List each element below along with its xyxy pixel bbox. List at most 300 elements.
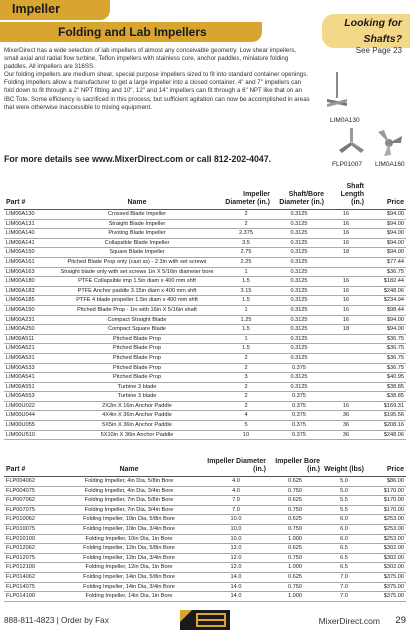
col-impeller-diameter: Impeller Diameter (in.) [204,458,268,477]
cell-length: 18 [326,325,366,335]
col-shaft-bore: Shaft/Bore Diameter (in.) [272,183,326,210]
table-row [4,572,406,582]
cell-part: LIM00A183 [4,286,54,296]
table-row [4,524,406,534]
cell-name: 4X4in X 36in Anchor Paddle [54,411,220,421]
cell-name: Pivoting Blade Impeller [54,229,220,239]
pitched-prop-image [372,126,406,160]
cell-part: LIM00A180 [4,277,54,287]
cell-diameter: 12.0 [204,553,268,563]
cell-name: PTFE Collapsible imp 1.5in diam x 400 mm shft [54,277,220,287]
table-row [4,296,406,306]
cell-name: Square Blade Impeller [54,248,220,258]
cell-price: $77.44 [366,257,406,267]
table-row [4,219,406,229]
cell-bore: 0.3125 [272,219,326,229]
cell-length [326,373,366,383]
table-row [4,553,406,563]
cell-diameter: 7.0 [204,496,268,506]
cell-bore: 1.000 [268,534,322,544]
cell-name: Folding Impeller, 14in Dia, 3/4in Bore [54,582,204,592]
folding-impeller-image [335,128,367,158]
cell-part: LIM00U510 [4,430,54,440]
cell-part: LIM00A185 [4,296,54,306]
cell-length: 5.5 [322,496,366,506]
cell-price: $94.00 [366,219,406,229]
cell-name: Folding Impeller, 7in Dia, 3/4in Bore [54,505,204,515]
cell-price: $375.00 [366,592,406,602]
intro-paragraph-2: Our folding impellers are medium shear, special purpose impellers sized to fit into standard container openings. Folding impellers allow a manufacturer to get a large impeller into a closed container. 4" and 7" impellers can fold down to fit through a 2" NPT fitting and 10", 12" and 14" impellers can fit through a 6" NPT like that on an IBC Tote. Some efficiency is sacrificed in this process, but sufficient agitation can now be accomplished in areas that were otherwise inaccessible to mixing equipment. [4,71,310,111]
intro-text [4,47,312,112]
cell-name: Pitched Blade Prop - 1in with 16in X 5/16in shaft [54,305,220,315]
cell-price: $36.75 [366,334,406,344]
cell-length: 6.0 [322,534,366,544]
table-row [4,515,406,525]
cell-name: Folding Impeller, 10in Dia, 3/4in Bore [54,524,204,534]
cell-name: Turbine 3 blade [54,392,220,402]
cell-bore: 0.3125 [272,257,326,267]
cell-diameter: 2 [220,219,272,229]
cell-diameter: 4 [220,411,272,421]
folding-impeller-table-body [4,477,406,602]
cell-length: 5.0 [322,486,366,496]
table-row [4,486,406,496]
cell-length: 6.0 [322,515,366,525]
cell-name: Folding Impeller, 14in Dia, 1in Bore [54,592,204,602]
cell-bore: 0.3125 [272,229,326,239]
cell-part: FLP012100 [4,563,54,573]
cell-name: 2X2in X 16in Anchor Paddle [54,401,220,411]
cell-price: $302.00 [366,563,406,573]
cell-part: FLP010062 [4,515,54,525]
cell-diameter: 14.0 [204,572,268,582]
figure-label-flp01007: FLP01007 [332,161,362,168]
cell-length: 16 [326,238,366,248]
cell-price: $169.31 [366,401,406,411]
cell-price: $36.75 [366,344,406,354]
cell-bore: 0.750 [268,582,322,592]
cell-diameter: 2 [220,363,272,373]
cell-length [326,363,366,373]
cell-bore: 1.000 [268,563,322,573]
cell-length [326,382,366,392]
cell-price: $94.00 [366,248,406,258]
cell-part: LIM00U055 [4,421,54,431]
cell-name: Folding Impeller, 10in Dia, 1in Bore [54,534,204,544]
cell-length: 36 [326,421,366,431]
cell-price: $170.00 [366,486,406,496]
section-tab-impeller [0,0,110,20]
cell-part: FLP010100 [4,534,54,544]
intro-paragraph-1: MixerDirect has a wide selection of lab impellers of almost any conceivable geometry. Low shear impellers, small axial and radial flow turbine, Teflon impellers with stainless core, anchor paddles, miniature folding paddles. All impellers are 316SS. [4,47,297,71]
mixer-direct-logo [176,608,234,632]
figure-label-lim0a130: LIM0A130 [330,117,360,124]
cell-bore: 0.375 [272,430,326,440]
cell-diameter: 1.25 [220,315,272,325]
cell-bore: 0.3125 [272,296,326,306]
cell-part: FLP007062 [4,496,54,506]
cell-part: LIM00A551 [4,382,54,392]
table-row [4,344,406,354]
cell-diameter: 1.5 [220,344,272,354]
cell-part: LIM00A161 [4,257,54,267]
see-page-ref: See Page 23 [355,46,402,55]
section-tab-folding-lab [0,22,262,42]
cell-price: $86.00 [366,477,406,487]
cell-name: PTFE 4 blade propeller 1.5in diam x 400 mm shft [54,296,220,306]
cell-price: $170.00 [366,496,406,506]
cell-name: Pitched Blade Prop only (cast ss) - 2.3in with set screws [54,257,220,267]
cell-diameter: 2 [220,401,272,411]
col-part: Part # [4,458,54,477]
cell-diameter: 10 [220,430,272,440]
folding-impeller-table [4,458,406,602]
cell-name: Compact Square Blade [54,325,220,335]
cell-part: LIM00A541 [4,373,54,383]
cell-diameter: 2 [220,382,272,392]
table-row [4,544,406,554]
cell-length [326,353,366,363]
cell-bore: 0.625 [268,515,322,525]
cell-part: LIM00A190 [4,305,54,315]
cell-part: LIM00A141 [4,238,54,248]
cell-price: $302.00 [366,544,406,554]
cell-diameter: 3.15 [220,286,272,296]
cell-length [326,267,366,277]
cell-length: 6.5 [322,563,366,573]
table-row [4,248,406,258]
cell-diameter: 7.0 [204,505,268,515]
cell-length: 16 [326,305,366,315]
table-row [4,305,406,315]
cell-price: $94.00 [366,229,406,239]
table-row [4,411,406,421]
cell-part: FLP012062 [4,544,54,554]
cell-diameter: 4.0 [204,486,268,496]
cell-name: Pitched Blade Prop [54,373,220,383]
cell-diameter: 4.0 [204,477,268,487]
cell-price: $36.75 [366,353,406,363]
table-row [4,210,406,220]
cell-part: FLP014100 [4,592,54,602]
cell-length [326,257,366,267]
cell-bore: 0.3125 [272,325,326,335]
col-price: Price [366,183,406,210]
cell-part: FLP014062 [4,572,54,582]
cell-length [326,334,366,344]
cell-name: Folding Impeller, 12in Dia, 3/4in Bore [54,553,204,563]
cell-name: Folding Impeller, 12in Dia, 5/8in Bore [54,544,204,554]
cell-part: FLP012075 [4,553,54,563]
cell-bore: 0.3125 [272,286,326,296]
cell-price: $36.75 [366,363,406,373]
cell-diameter: 10.0 [204,515,268,525]
table-row [4,315,406,325]
cell-bore: 0.375 [272,401,326,411]
cell-diameter: 3 [220,373,272,383]
cell-bore: 0.625 [268,572,322,582]
table-row [4,382,406,392]
cell-name: PTFE Anchor paddle 3.15in diam x 400 mm shft [54,286,220,296]
col-weight: Weight (lbs) [322,458,366,477]
cell-price: $170.00 [366,505,406,515]
table-row [4,430,406,440]
footer-website[interactable]: MixerDirect.com [318,616,380,626]
cell-name: Folding Impeller, 14in Dia, 5/8in Bore [54,572,204,582]
col-name: Name [54,183,220,210]
cell-bore: 0.375 [272,363,326,373]
table-row [4,286,406,296]
cell-diameter: 1.5 [220,296,272,306]
cell-length: 16 [326,315,366,325]
table-row [4,277,406,287]
cell-bore: 0.750 [268,553,322,563]
lab-impeller-table [4,183,406,440]
cell-diameter: 2 [220,210,272,220]
cell-diameter: 14.0 [204,592,268,602]
cell-part: LIM00A521 [4,344,54,354]
cell-length: 16 [326,229,366,239]
table-row [4,373,406,383]
cell-diameter: 1 [220,334,272,344]
cell-bore: 0.750 [268,524,322,534]
looking-for-shafts-callout [322,14,410,48]
cell-bore: 0.3125 [272,353,326,363]
cell-bore: 0.3125 [272,382,326,392]
cell-length: 16 [326,277,366,287]
cell-name: 5X5in X 36in Anchor Paddle [54,421,220,431]
cell-diameter: 2.25 [220,257,272,267]
cell-part: LIM00A533 [4,363,54,373]
cell-price: $253.00 [366,534,406,544]
table-row [4,477,406,487]
table-header-row [4,183,406,210]
cell-name: 5X10in X 36in Anchor Paddle [54,430,220,440]
cell-price: $94.00 [366,325,406,335]
table-row [4,392,406,402]
cell-diameter: 10.0 [204,524,268,534]
cell-bore: 0.625 [268,544,322,554]
cell-diameter: 2 [220,392,272,402]
cell-part: LIM00A553 [4,392,54,402]
cell-length: 18 [326,248,366,258]
cell-name: Straight blade only with set screws 1in X 5/16in diameter bore [54,267,220,277]
cell-length: 5.0 [322,477,366,487]
cell-length [326,392,366,402]
cell-bore: 0.750 [268,505,322,515]
cell-price: $94.00 [366,238,406,248]
cell-price: $253.00 [366,515,406,525]
cell-bore: 0.3125 [272,334,326,344]
col-impeller-diameter: Impeller Diameter (in.) [220,183,272,210]
table-row [4,582,406,592]
cell-length: 7.0 [322,582,366,592]
lab-impeller-table-body [4,210,406,440]
cell-part: LIM00A131 [4,219,54,229]
cell-price: $248.06 [366,430,406,440]
cell-part: FLP004062 [4,477,54,487]
cell-name: Crossed Blade Impeller [54,210,220,220]
table-row [4,257,406,267]
cell-part: FLP007075 [4,505,54,515]
cell-price: $40.95 [366,373,406,383]
cell-part: FLP014075 [4,582,54,592]
cell-name: Pitched Blade Prop [54,344,220,354]
cell-name: Folding Impeller, 4in Dia, 5/8in Bore [54,477,204,487]
cell-price: $38.85 [366,392,406,402]
details-contact-line: For more details see www.MixerDirect.com or call 812-202-4047. [4,154,272,164]
cell-bore: 0.625 [268,496,322,506]
col-price: Price [366,458,406,477]
cell-diameter: 2.75 [220,248,272,258]
cell-part: LIM00A531 [4,353,54,363]
cell-price: $94.00 [366,210,406,220]
table-row [4,505,406,515]
cell-length: 16 [326,401,366,411]
cell-bore: 0.3125 [272,305,326,315]
cell-bore: 0.3125 [272,238,326,248]
cell-name: Folding Impeller, 4in Dia, 3/4in Bore [54,486,204,496]
cell-length: 6.0 [322,524,366,534]
cell-part: LIM00A150 [4,248,54,258]
table-row [4,353,406,363]
cell-length: 16 [326,219,366,229]
col-part: Part # [4,183,54,210]
cell-length: 16 [326,296,366,306]
cell-bore: 0.625 [268,477,322,487]
cell-name: Pitched Blade Prop [54,363,220,373]
cell-length: 16 [326,210,366,220]
cell-diameter: 10.0 [204,534,268,544]
cell-part: LIM00A250 [4,325,54,335]
cell-diameter: 2 [220,353,272,363]
cell-price: $248.06 [366,286,406,296]
cell-length [326,344,366,354]
cell-part: LIM00U022 [4,401,54,411]
cell-length: 6.5 [322,553,366,563]
cell-diameter: 12.0 [204,563,268,573]
cell-part: FLP004075 [4,486,54,496]
cell-length: 7.0 [322,592,366,602]
page-footer [0,608,410,640]
table-row [4,534,406,544]
cell-bore: 0.3125 [272,210,326,220]
cell-bore: 0.750 [268,486,322,496]
cell-price: $302.00 [366,553,406,563]
cell-price: $253.00 [366,524,406,534]
table-row [4,563,406,573]
cell-price: $182.44 [366,277,406,287]
cell-bore: 0.375 [272,411,326,421]
crossed-blade-impeller-image [323,72,351,112]
cell-price: $208.16 [366,421,406,431]
cell-bore: 0.3125 [272,277,326,287]
footer-phone: 888-811-4823 | Order by Fax [4,616,109,625]
cell-price: $234.94 [366,296,406,306]
section-title: Folding and Lab Impellers [58,25,207,39]
figure-label-lim0a160: LIM0A160 [375,161,405,168]
cell-diameter: 14.0 [204,582,268,592]
cell-bore: 0.3125 [272,373,326,383]
col-name: Name [54,458,204,477]
callout-line2: Shafts? [363,33,402,45]
table-row [4,238,406,248]
cell-name: Compact Straight Blade [54,315,220,325]
cell-length: 7.0 [322,572,366,582]
cell-length: 36 [326,430,366,440]
cell-diameter: 3.5 [220,238,272,248]
cell-part: LIM00A140 [4,229,54,239]
cell-length: 16 [326,286,366,296]
cell-bore: 0.3125 [272,267,326,277]
cell-price: $36.75 [366,267,406,277]
cell-name: Folding Impeller, 7in Dia, 5/8in Bore [54,496,204,506]
cell-diameter: 5 [220,421,272,431]
table-row [4,229,406,239]
cell-price: $375.00 [366,572,406,582]
cell-price: $94.00 [366,315,406,325]
cell-price: $98.44 [366,305,406,315]
cell-part: LIM00A163 [4,267,54,277]
cell-name: Pitched Blade Prop [54,334,220,344]
table-row [4,325,406,335]
table-row [4,592,406,602]
cell-price: $38.85 [366,382,406,392]
table-row [4,496,406,506]
cell-name: Straight Blade Impeller [54,219,220,229]
cell-diameter: 1.5 [220,325,272,335]
cell-bore: 0.3125 [272,248,326,258]
cell-bore: 0.375 [272,392,326,402]
cell-part: LIM00A231 [4,315,54,325]
table-row [4,421,406,431]
cell-name: Turbine 3 blade [54,382,220,392]
cell-diameter: 1.5 [220,277,272,287]
cell-bore: 0.3125 [272,315,326,325]
cell-length: 5.5 [322,505,366,515]
col-shaft-length: Shaft Length (in.) [326,183,366,210]
cell-part: LIM00A130 [4,210,54,220]
cell-price: $195.56 [366,411,406,421]
callout-line1: Looking for [344,17,402,29]
cell-diameter: 12.0 [204,544,268,554]
cell-part: LIM00U044 [4,411,54,421]
cell-length: 36 [326,411,366,421]
cell-price: $375.00 [366,582,406,592]
table-row [4,363,406,373]
cell-part: LIM00A511 [4,334,54,344]
cell-diameter: 1 [220,267,272,277]
cell-name: Pitched Blade Prop [54,353,220,363]
table-row [4,267,406,277]
cell-bore: 0.3125 [272,344,326,354]
cell-length: 6.5 [322,544,366,554]
cell-bore: 0.375 [272,421,326,431]
table-header-row [4,458,406,477]
cell-diameter: 2.375 [220,229,272,239]
section-tab-label: Impeller [12,2,60,16]
cell-part: FLP010075 [4,524,54,534]
cell-bore: 1.000 [268,592,322,602]
cell-name: Collapsible Blade Impeller [54,238,220,248]
col-impeller-bore: Impeller Bore (in.) [268,458,322,477]
cell-name: Folding Impeller, 10in Dia, 5/8in Bore [54,515,204,525]
page-number: 29 [395,615,406,626]
table-row [4,334,406,344]
cell-name: Folding Impeller, 12in Dia, 1in Bore [54,563,204,573]
cell-diameter: 1 [220,305,272,315]
table-row [4,401,406,411]
